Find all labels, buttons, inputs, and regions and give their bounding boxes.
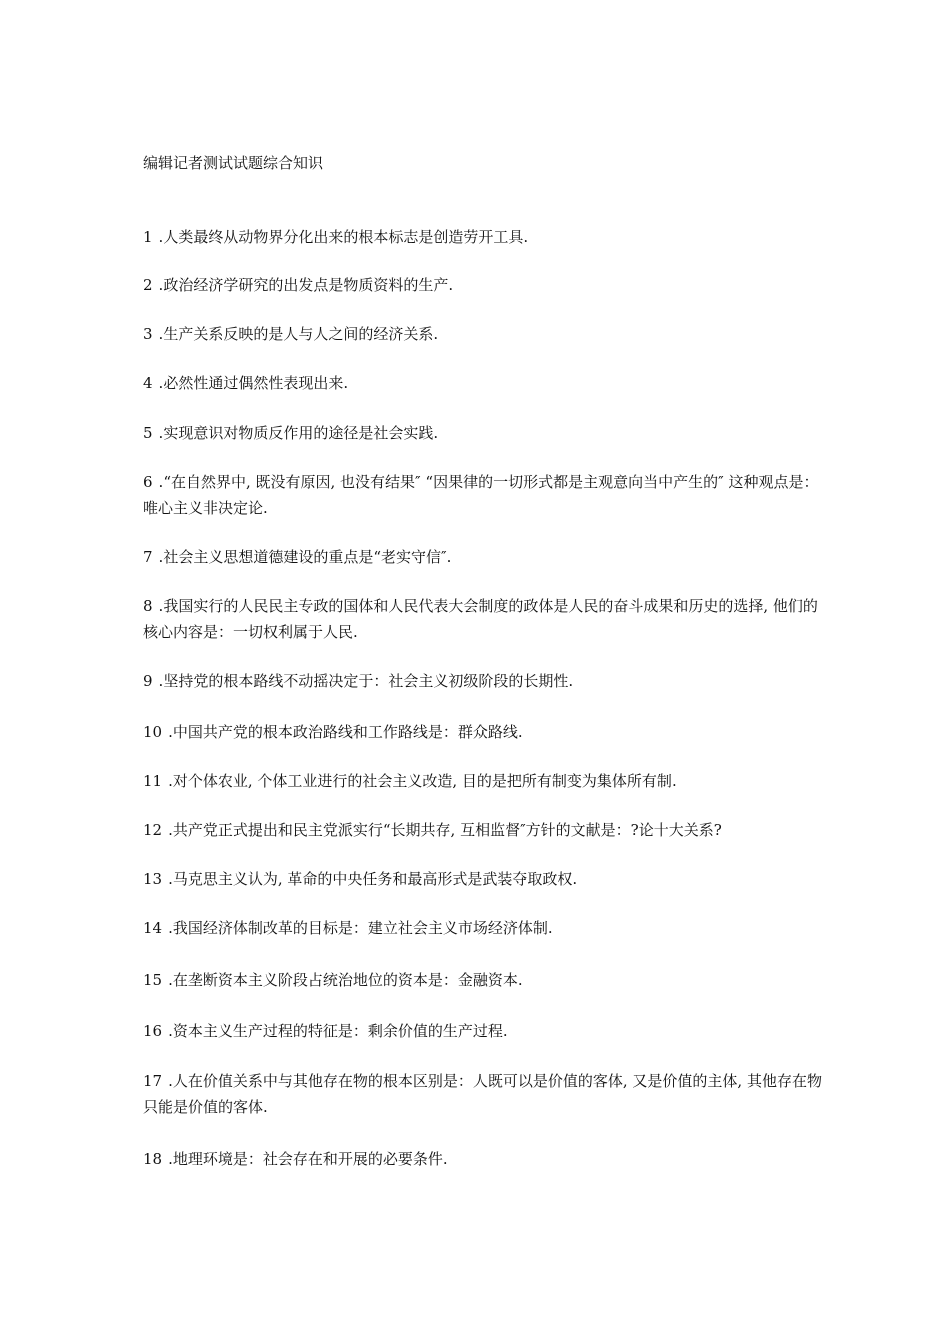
item-text: .人在价值关系中与其他存在物的根本区别是：人既可以是价值的客体, 又是价值的主体, 其他存在物只能是价值的客体.: [143, 1072, 822, 1116]
list-item: [143, 915, 823, 941]
item-number: 6: [143, 473, 153, 491]
list-item: [143, 544, 823, 570]
item-number: 12: [143, 821, 163, 839]
document-title: 编辑记者测试试题综合知识: [143, 154, 324, 172]
item-number: 10: [143, 723, 163, 741]
item-text: .地理环境是：社会存在和开展的必要条件.: [168, 1150, 448, 1168]
item-text: .共产党正式提出和民主党派实行“长期共存, 互相监督″方针的文献是：?论十大关系?: [168, 821, 722, 839]
item-text: .人类最终从动物界分化出来的根本标志是创造劳开工具.: [158, 228, 529, 246]
list-item: [143, 1146, 823, 1172]
list-item: [143, 370, 823, 396]
list-item: [143, 224, 823, 250]
list-item: [143, 272, 823, 298]
item-number: 13: [143, 870, 163, 888]
item-text: .实现意识对物质反作用的途径是社会实践.: [158, 424, 439, 442]
item-number: 7: [143, 548, 153, 566]
item-number: 1: [143, 228, 153, 246]
item-text: .生产关系反映的是人与人之间的经济关系.: [158, 325, 439, 343]
item-text: .必然性通过偶然性表现出来.: [158, 374, 349, 392]
item-text: .政治经济学研究的出发点是物质资料的生产.: [158, 276, 454, 294]
list-item: [143, 768, 823, 794]
item-text: .中国共产党的根本政治路线和工作路线是：群众路线.: [168, 723, 523, 741]
item-number: 9: [143, 672, 153, 690]
list-item: [143, 1018, 823, 1044]
item-number: 18: [143, 1150, 163, 1168]
item-number: 4: [143, 374, 153, 392]
item-number: 5: [143, 424, 153, 442]
list-item: [143, 1068, 823, 1120]
list-item: [143, 866, 823, 892]
item-text: .社会主义思想道德建设的重点是“老实守信″.: [158, 548, 452, 566]
item-number: 2: [143, 276, 153, 294]
item-number: 16: [143, 1022, 163, 1040]
item-number: 17: [143, 1072, 163, 1090]
item-text: .资本主义生产过程的特征是：剩余价值的生产过程.: [168, 1022, 508, 1040]
list-item: [143, 967, 823, 993]
item-number: 15: [143, 971, 163, 989]
item-number: 14: [143, 919, 163, 937]
item-text: .我国经济体制改革的目标是：建立社会主义市场经济体制.: [168, 919, 553, 937]
item-number: 11: [143, 772, 163, 790]
item-number: 3: [143, 325, 153, 343]
item-text: .马克思主义认为, 革命的中央任务和最高形式是武装夺取政权.: [168, 870, 578, 888]
item-text: .坚持党的根本路线不动摇决定于：社会主义初级阶段的长期性.: [158, 672, 574, 690]
list-item: [143, 321, 823, 347]
item-number: 8: [143, 597, 153, 615]
item-text: .“在自然界中, 既没有原因, 也没有结果″ “因果律的一切形式都是主观意向当中产生的″ 这种观点是：唯心主义非决定论.: [143, 473, 819, 517]
list-item: [143, 420, 823, 446]
list-item: [143, 593, 823, 645]
list-item: [143, 469, 823, 521]
item-text: .在垄断资本主义阶段占统治地位的资本是：金融资本.: [168, 971, 523, 989]
item-text: .我国实行的人民民主专政的国体和人民代表大会制度的政体是人民的奋斗成果和历史的选择, 他们的核心内容是：一切权利属于人民.: [143, 597, 818, 641]
list-item: [143, 817, 823, 843]
item-text: .对个体农业, 个体工业进行的社会主义改造, 目的是把所有制变为集体所有制.: [168, 772, 677, 790]
list-item: [143, 719, 823, 745]
list-item: [143, 668, 823, 694]
